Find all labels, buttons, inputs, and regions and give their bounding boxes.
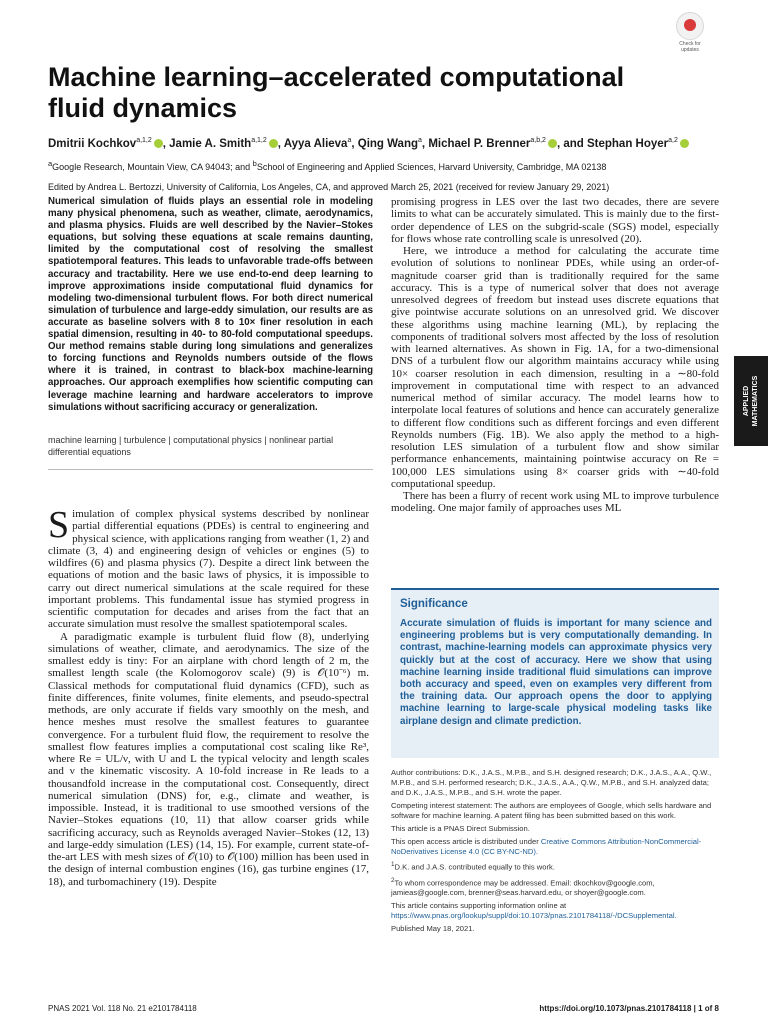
affiliations: [48, 158, 748, 173]
body-right-column: [391, 196, 719, 515]
body-paragraph: [48, 504, 369, 631]
author-list: [48, 133, 748, 152]
section-tab-label: [734, 356, 768, 446]
orcid-icon[interactable]: [154, 139, 163, 148]
doi-page-number[interactable]: https://doi.org/10.1073/pnas.2101784118 | 1 of 8: [539, 1004, 719, 1013]
author-affiliation-mark: a: [418, 137, 422, 144]
license-link[interactable]: Creative Commons Attribution-NonCommercial-NoDerivatives License 4.0 (CC BY-NC-ND).: [391, 837, 702, 856]
supporting-info-link[interactable]: https://www.pnas.org/lookup/suppl/doi:10.1073/pnas.2101784118/-/DCSupplemental.: [391, 911, 677, 921]
affiliation-mark-b: b: [252, 159, 257, 168]
footnote-mark: 2: [391, 876, 395, 884]
author-affiliation-mark: a,b,2: [530, 137, 546, 144]
affiliation-b: School of Engineering and Applied Sciences, Harvard University, Cambridge, MA 02138: [256, 162, 607, 172]
paragraph-text: imulation of complex physical systems described by nonlinear partial differential equations (PDEs) is central to engineering and physical science, with applications ranging from weather (1, 2) and climate (3, 4) and engineering design of vehicles or engines (5) to wildfires (6) and plasma physics (7). Despite a direct link between the equations of motion and the basic laws of physics, it is impossible to carry out direct numerical simulations at the scale required for these important problems. This fundamental issue has stymied progress in scientific computation for decades and arises from the fact that an accurate simulation must resolve the smallest spatiotemporal scales.: [48, 508, 369, 631]
body-paragraph: Here, we introduce a method for calculating the accurate time evolution of solutions to nonlinear PDEs, while using an order-of-magnitude coarser grid than is traditionally required for the same accuracy. This is a type of numerical solver that does not average unresolved degrees of freedom but instead uses discrete equations that give pointwise accurate solutions on an unresolved grid. We discover these algorithms using machine learning (ML), by replacing the components of traditional solvers most affected by the loss of resolution with learned alternatives. As shown in Fig. 1A, for a two-dimensional DNS of a turbulent flow our algorithm maintains accuracy while using 10× coarser resolution in each dimension, resulting in a ∼80-fold improvement in computational time with respect to an advanced numerical method of similar accuracy. The model learns how to interpolate local features of solutions and hence can accurately generalize to different flow conditions such as different forcings and even different Reynolds numbers (Fig. 1B). We also apply the method to a high-resolution LES simulation of a turbulent flow and show similar performance enhancements, maintaining pointwise accuracy on Re = 100,000 LES simulations using 8× coarser grids with ∼40-fold computational speedup.: [391, 245, 719, 490]
significance-heading: Significance: [400, 598, 468, 610]
author-separator: , and: [556, 137, 587, 150]
equal-contribution-note: [391, 860, 719, 873]
orcid-icon[interactable]: [269, 139, 278, 148]
equal-contribution-text: D.K. and J.A.S. contributed equally to this work.: [394, 862, 555, 872]
affiliation-a: Google Research, Mountain View, CA 94043; and: [52, 162, 253, 172]
author-affiliation-mark: a,2: [668, 137, 678, 144]
significance-text: Accurate simulation of fluids is important for many science and engineering problems but is very computationally demanding. In contrast, machine-learning models can approximate physics very quickly but at the cost of accuracy. Here we show that using machine learning inside traditional fluid simulations can improve both accuracy and speed, even on examples very different from the training data. Our approach opens the door to applying machine learning to large-scale physical modeling tasks like airplane design and climate prediction.: [400, 618, 712, 727]
check-for-updates-badge[interactable]: [671, 12, 709, 58]
competing-interests: Competing interest statement: The authors are employees of Google, which sells hardware and software for machine learning. A patent filing has been submitted based on this work.: [391, 801, 712, 820]
correspondence-text: To whom correspondence may be addressed. Email: dkochkov@google.com, jamieas@google.com, brenner@seas.harvard.edu, or shoyer@google.com.: [391, 878, 655, 898]
author-affiliation-mark: a,1,2: [251, 137, 267, 144]
significance-box: [391, 588, 719, 758]
direct-submission: This article is a PNAS Direct Submission.: [391, 824, 530, 833]
author-name[interactable]: Michael P. Brenner: [428, 137, 531, 150]
body-paragraph: A paradigmatic example is turbulent fluid flow (8), underlying simulations of weather, climate, and aerodynamics. The size of the smallest eddy is tiny: For an airplane with chord length of 2 m, the smallest length scale (the Kolomogorov scale) (9) is 𝒪(10⁻⁶) m. Classical methods for computational fluid dynamics (CFD), such as finite differences, finite volumes, finite elements, and pseudo-spectral methods, are only accurate if fields vary smoothly on the mesh, and hence meshes must resolve the smallest features to guarantee convergence. For a turbulent fluid flow, the requirement to resolve the smallest flow features implies a computational cost scaling like Re³, where Re = UL/ν, with U and L the typical velocity and length scales and ν the kinematic viscosity. A 10-fold increase in Re leads to a thousandfold increase in the computational cost. Consequently, direct numerical simulation (DNS) for, e.g., climate and weather, is impossible. Instead, it is traditional to use smoothed versions of the Navier–Stokes equations (10, 11) that allow coarser grids while sacrificing accuracy, such as Reynolds averaged Navier–Stokes (12, 13) and large-eddy simulation (LES) (14, 15). For example, current state-of-the-art LES with mesh sizes of 𝒪(10) to 𝒪(100) million has been used in the design of internal combustion engines (16), gas turbine engines (17, 18), and turbomachinery (19). Despite: [48, 630, 369, 888]
drop-cap: S: [48, 504, 70, 546]
section-tab-line2: MATHEMATICS: [752, 375, 759, 427]
keywords: machine learning | turbulence | computational physics | nonlinear partial differential equations: [48, 435, 334, 457]
body-paragraph: promising progress in LES over the last two decades, there are severe limits to what can be accurately simulated. This is mainly due to the first-order dependence of LES on the subgrid-scale (SGS) model, especially for flows whose rate controlling scale is unresolved (20).: [391, 196, 719, 245]
author-separator: ,: [277, 137, 284, 150]
author-separator: ,: [351, 137, 358, 150]
correspondence-note: [391, 876, 719, 899]
author-separator: ,: [421, 137, 429, 150]
supporting-info-text: This article contains supporting information online at: [391, 901, 567, 911]
author-name[interactable]: Stephan Hoyer: [586, 137, 669, 150]
paper-title: Machine learning–accelerated computational fluid dynamics: [48, 62, 625, 123]
journal-citation: PNAS 2021 Vol. 118 No. 21 e2101784118: [48, 1004, 197, 1013]
affiliation-mark-a: a: [48, 159, 53, 168]
body-left-column: [48, 504, 369, 888]
page-footer: [48, 1003, 719, 1015]
author-affiliation-mark: a: [347, 137, 352, 144]
supporting-info-note: [391, 901, 719, 921]
author-name[interactable]: Jamie A. Smith: [169, 137, 252, 150]
license-note: [391, 837, 719, 857]
section-tab-line1: APPLIED: [743, 385, 750, 417]
author-name[interactable]: Qing Wang: [357, 137, 419, 150]
orcid-icon[interactable]: [680, 139, 689, 148]
section-tab: [734, 356, 768, 446]
author-contributions: Author contributions: D.K., J.A.S., M.P.B., and S.H. designed research; D.K., J.A.S., A.A., Q.W., M.P.B., and S.H. performed research; D.K., J.A.S., A.A., Q.W., M.P.B., and S.H. analyzed data; and D.K., J.A.S., M.P.B., and S.H. wrote the paper.: [391, 768, 712, 797]
badge-label: Check for updates: [679, 41, 701, 53]
body-paragraph: There has been a flurry of recent work using ML to improve turbulence modeling. One major family of approaches uses ML: [391, 490, 719, 515]
article-notes: [391, 768, 719, 937]
published-date: Published May 18, 2021.: [391, 924, 475, 934]
license-text: This open access article is distributed under: [391, 837, 541, 846]
author-name[interactable]: Ayya Alieva: [283, 137, 348, 150]
abstract: Numerical simulation of fluids plays an essential role in modeling many physical phenomena, such as weather, climate, aerodynamics, and plasma physics. Fluids are well described by the Navier–Stokes equations, but solving these equations at scale remains daunting, limited by the computational cost of resolving the smallest spatiotemporal features. This leads to unfavorable trade-offs between accuracy and tractability. Here we use end-to-end deep learning to improve approximations inside computational fluid dynamics for modeling two-dimensional turbulent flows. For both direct numerical simulation of turbulence and large-eddy simulation, our results are as accurate as baseline solvers with 8 to 10× finer resolution in each spatial dimension, resulting in 40- to 80-fold computational speedups. Our method remains stable during long simulations and generalizes to forcing functions and Reynolds numbers outside of the flows where it is trained, in contrast to black-box machine-learning approaches. Our approach exemplifies how scientific computing can leverage machine learning and hardware accelerators to improve simulations without sacrificing accuracy or generalization.: [48, 196, 373, 413]
crossmark-icon: [676, 12, 704, 40]
footnote-mark: 1: [391, 861, 395, 868]
keywords-divider: [48, 469, 373, 470]
edited-by: Edited by Andrea L. Bertozzi, University of California, Los Angeles, CA, and approved March 25, 2021 (received for review January 29, 2021): [48, 182, 610, 192]
orcid-icon[interactable]: [548, 139, 557, 148]
author-separator: ,: [162, 137, 170, 150]
author-affiliation-mark: a,1,2: [136, 137, 152, 144]
author-name[interactable]: Dmitrii Kochkov: [48, 137, 137, 150]
